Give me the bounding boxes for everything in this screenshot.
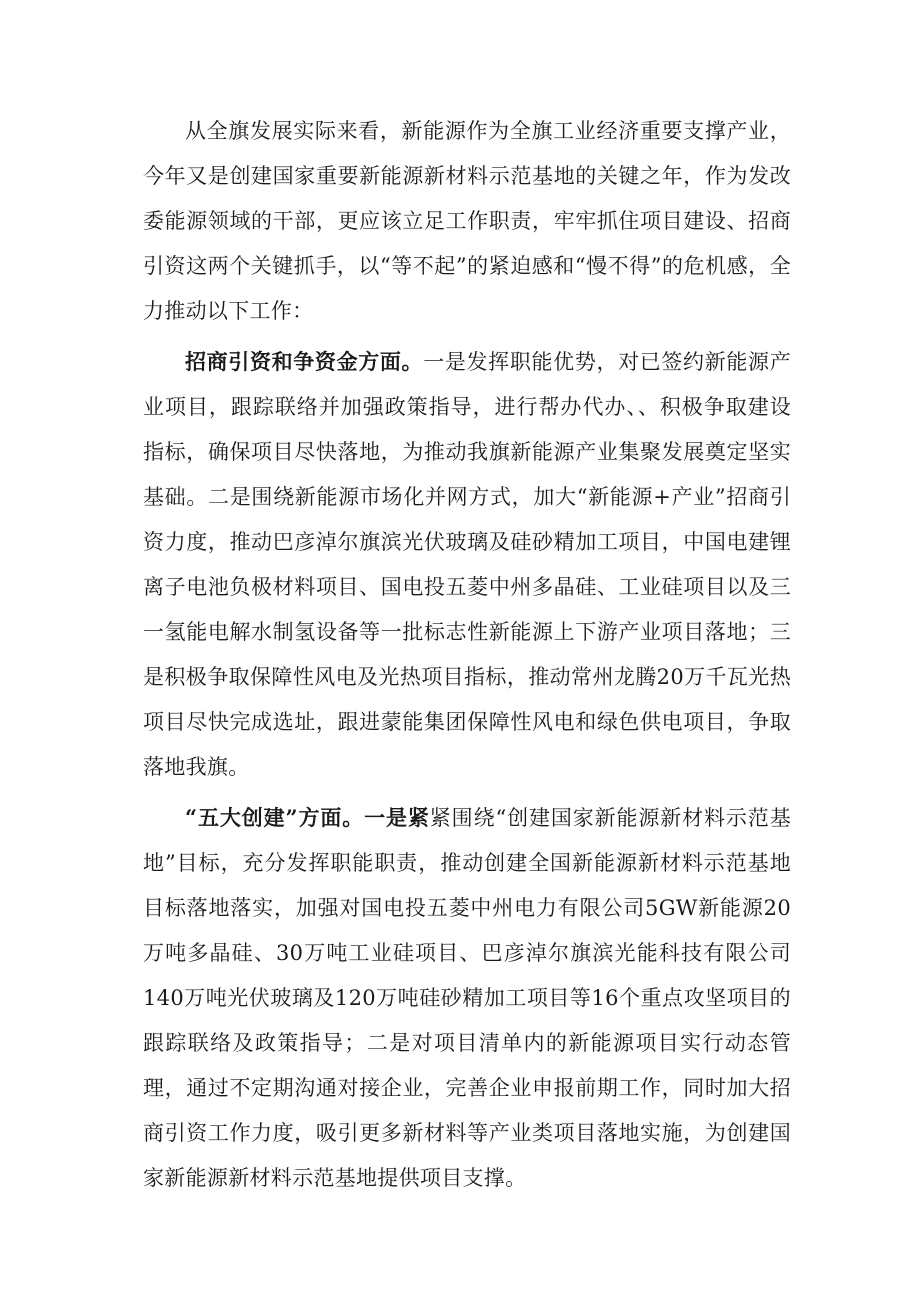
paragraph-text: 从全旗发展实际来看，新能源作为全旗工业经济重要支撑产业，今年又是创建国家重要新能源新材料示范基地的关键之年，作为发改委能源领域的干部，更应该立足工作职责，牢牢抓住项目建设、招商引资这两个关键抓手，以“等不起”的紧迫感和“慢不得”的危机感，全力推动以下工作： bbox=[143, 119, 791, 323]
paragraph-lead: 招商引资和争资金方面。 bbox=[185, 349, 424, 374]
paragraph-intro bbox=[143, 108, 791, 334]
document-body bbox=[143, 108, 791, 1201]
paragraph-lead: “五大创建”方面。一是紧 bbox=[185, 805, 430, 830]
paragraph-five-creations bbox=[143, 795, 791, 1201]
paragraph-text: 一是发挥职能优势，对已签约新能源产业项目，跟踪联络并加强政策指导，进行帮办代办、、积极争取建设指标，确保项目尽快落地，为推动我旗新能源产业集聚发展奠定坚实基础。二是围绕新能源市场化并网方式，加大“新能源+产业”招商引资力度，推动巴彦淖尔旗滨光伏玻璃及硅砂精加工项目，中国电建锂离子电池负极材料项目、国电投五菱中州多晶硅、工业硅项目以及三一氢能电解水制氢设备等一批标志性新能源上下游产业项目落地；三是积极争取保障性风电及光热项目指标，推动常州龙腾20万千瓦光热项目尽快完成选址，跟进蒙能集团保障性风电和绿色供电项目，争取落地我旗。 bbox=[143, 350, 791, 779]
paragraph-text: 紧围绕“创建国家新能源新材料示范基地”目标，充分发挥职能职责，推动创建全国新能源新材料示范基地目标落地落实，加强对国电投五菱中州电力有限公司5GW新能源20万吨多晶硅、30万吨工业硅项目、巴彦淖尔旗滨光能科技有限公司140万吨光伏玻璃及120万吨硅砂精加工项目等16个重点攻坚项目的跟踪联络及政策指导；二是对项目清单内的新能源项目实行动态管理，通过不定期沟通对接企业，完善企业申报前期工作，同时加大招商引资工作力度，吸引更多新材料等产业类项目落地实施，为创建国家新能源新材料示范基地提供项目支撑。 bbox=[143, 806, 791, 1190]
paragraph-investment bbox=[143, 339, 791, 790]
